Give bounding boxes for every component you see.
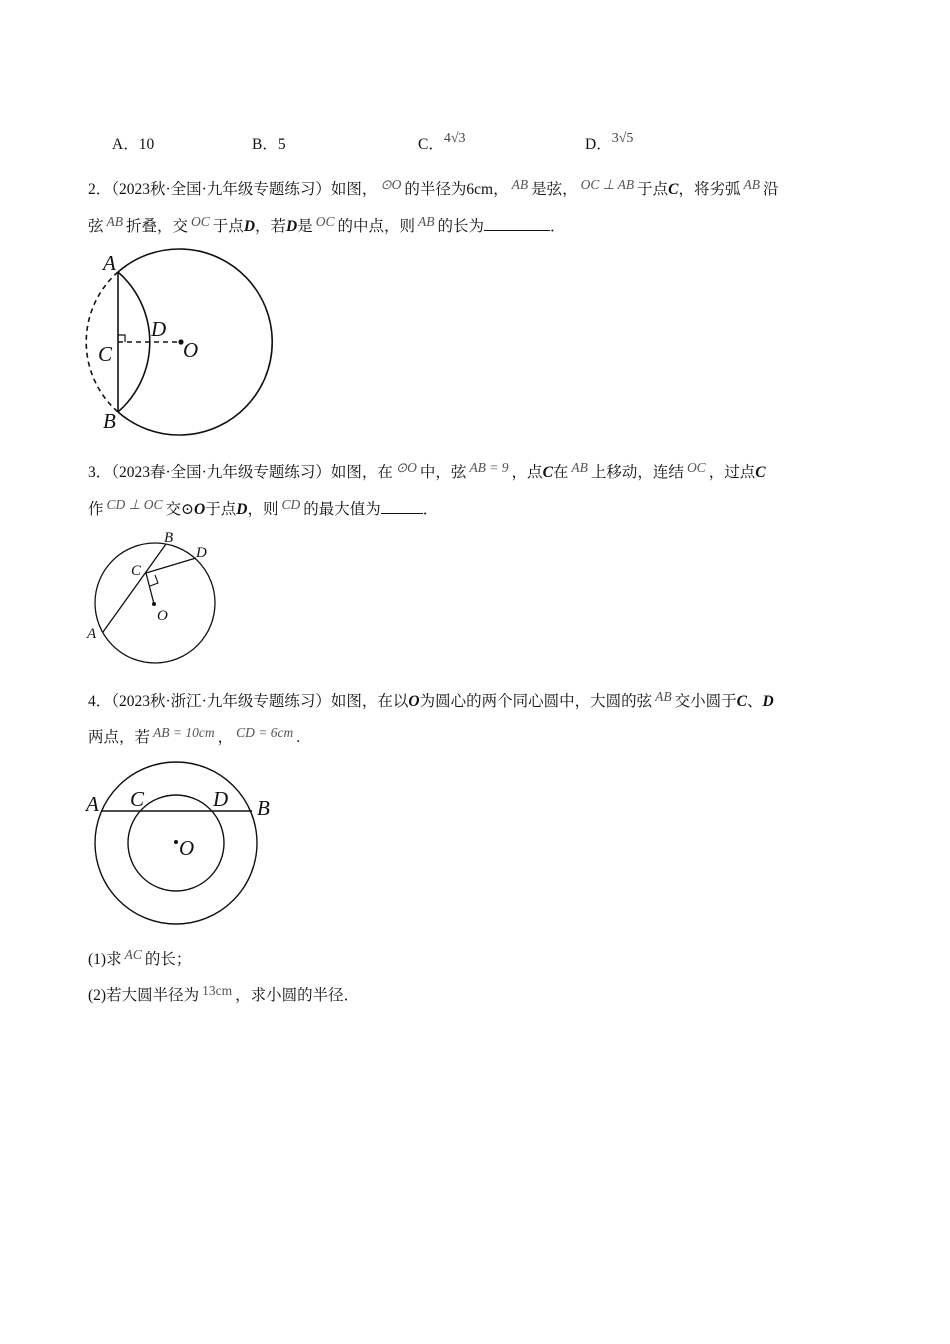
label-c: C	[131, 563, 142, 579]
label-a: A	[87, 626, 97, 642]
q3-line1: 3．（2023春·全国·九年级专题练习）如图，在 ⊙O 中，弦 AB = 9 ，点C在 AB 上移动，连结 OC ，过点C	[88, 460, 766, 481]
label-b: B	[164, 530, 174, 546]
label-a: A	[103, 251, 116, 275]
q3-line2: 作 CD ⊥ OC 交⊙O于点D，则 CD 的最大值为 ．	[88, 497, 439, 518]
label-c: C	[98, 342, 113, 366]
option-d: D．3√5	[585, 131, 634, 153]
question-source: （2023秋·浙江·九年级专题练习）	[111, 693, 331, 710]
label-d: D	[151, 317, 167, 341]
option-a: A．10	[112, 136, 155, 153]
question-source: （2023春·全国·九年级专题练习）	[111, 464, 331, 481]
option-c-value: 4√3	[443, 131, 466, 146]
question-source: （2023秋·全国·九年级专题练习）	[111, 181, 331, 198]
question-number: 3．	[88, 464, 112, 481]
label-d: D	[196, 545, 207, 561]
label-a: A	[86, 792, 99, 816]
label-b: B	[103, 409, 116, 433]
q2-line2: 弦 AB 折叠，交 OC 于点D，若D是 OC 的中点，则 AB 的长为 ．	[88, 214, 566, 235]
label-o: O	[157, 608, 168, 624]
q4-sub2: (2)若大圆半径为 13cm ，求小圆的半径．	[88, 983, 360, 1004]
q4-line1: 4．（2023秋·浙江·九年级专题练习）如图，在以O为圆心的两个同心圆中，大圆的弦 AB 交小圆于C、D	[88, 689, 774, 710]
label-c: C	[130, 787, 145, 811]
label-d: D	[213, 787, 229, 811]
label-o: O	[183, 338, 199, 362]
label-o: O	[179, 836, 195, 860]
q2-line1: 2．（2023秋·全国·九年级专题练习）如图， ⊙O 的半径为6cm， AB 是弦， OC ⊥ AB 于点C，将劣弧 AB 沿	[88, 177, 779, 198]
option-b: B．5	[252, 136, 286, 153]
option-c: C．4√3	[418, 131, 466, 153]
question-number: 4．	[88, 693, 112, 710]
question-number: 2．	[88, 181, 112, 198]
q4-line2: 两点，若 AB = 10cm ， CD = 6cm .	[88, 725, 301, 746]
label-b: B	[257, 796, 270, 820]
q4-sub1: (1)求 AC 的长；	[88, 947, 192, 968]
option-d-value: 3√5	[611, 131, 634, 146]
